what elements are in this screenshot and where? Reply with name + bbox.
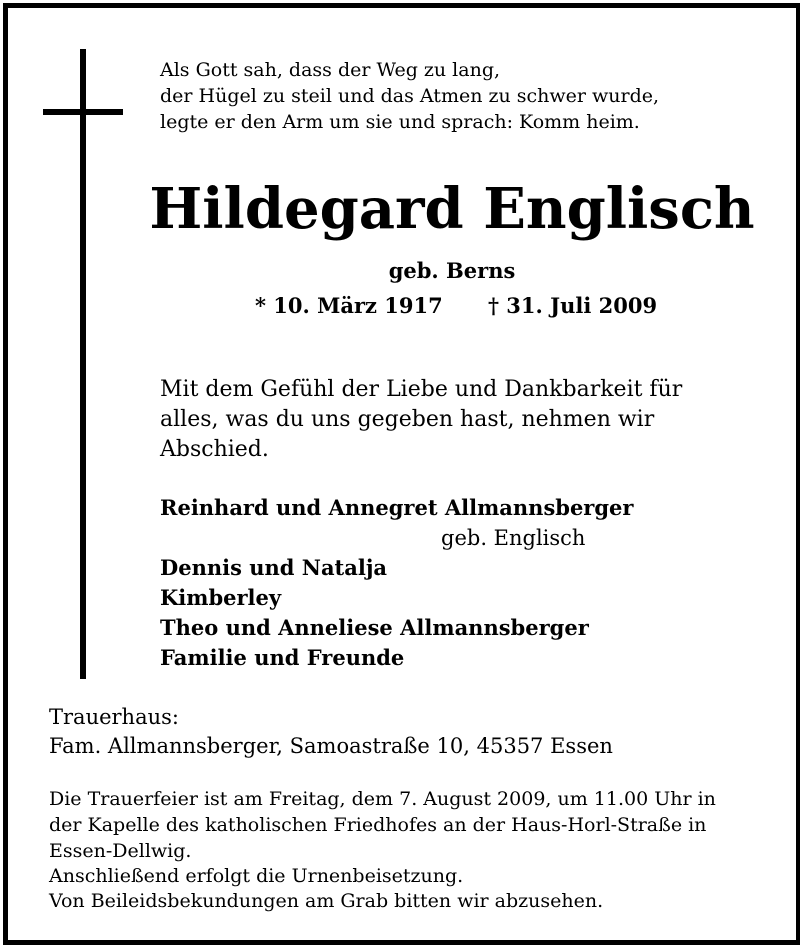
birth-date: * 10. März 1917 — [255, 293, 443, 318]
mourning-house-address: Fam. Allmannsberger, Samoastraße 10, 45357 Essen — [49, 734, 613, 758]
poem-line: legte er den Arm um sie und sprach: Komm heim. — [160, 111, 640, 133]
family-line-1-nee: geb. Englisch — [441, 526, 586, 550]
family-line-3: Kimberley — [160, 585, 282, 610]
ceremony-line: Essen-Dellwig. — [49, 840, 192, 862]
death-date: † 31. Juli 2009 — [488, 293, 658, 318]
family-line-1: Reinhard und Annegret Allmannsberger — [160, 495, 634, 520]
family-line-5: Familie und Freunde — [160, 645, 405, 670]
family-line-2: Dennis und Natalja — [160, 555, 388, 580]
deceased-name: Hildegard Englisch — [149, 176, 755, 242]
farewell-line: Mit dem Gefühl der Liebe und Dankbarkeit für — [160, 377, 683, 402]
poem — [160, 57, 659, 135]
cross-icon — [80, 49, 86, 679]
farewell-line: alles, was du uns gegeben hast, nehmen wir — [160, 407, 655, 432]
family-line-4: Theo und Anneliese Allmannsberger — [160, 615, 589, 640]
farewell-text — [160, 375, 682, 465]
ceremony-line: der Kapelle des katholischen Friedhofes an der Haus-Horl-Straße in — [49, 814, 707, 836]
ceremony-line: Die Trauerfeier ist am Freitag, dem 7. August 2009, um 11.00 Uhr in — [49, 788, 716, 810]
cross-icon-bar — [43, 109, 123, 115]
poem-line: Als Gott sah, dass der Weg zu lang, — [160, 59, 501, 81]
poem-line: der Hügel zu steil und das Atmen zu schwer wurde, — [160, 85, 660, 107]
maiden-name: geb. Berns — [388, 258, 516, 283]
ceremony-line: Von Beileidsbekundungen am Grab bitten wir abzusehen. — [49, 890, 604, 912]
mourning-house-label: Trauerhaus: — [49, 705, 179, 729]
ceremony-line: Anschließend erfolgt die Urnenbeisetzung. — [49, 865, 464, 887]
farewell-line: Abschied. — [160, 437, 269, 462]
